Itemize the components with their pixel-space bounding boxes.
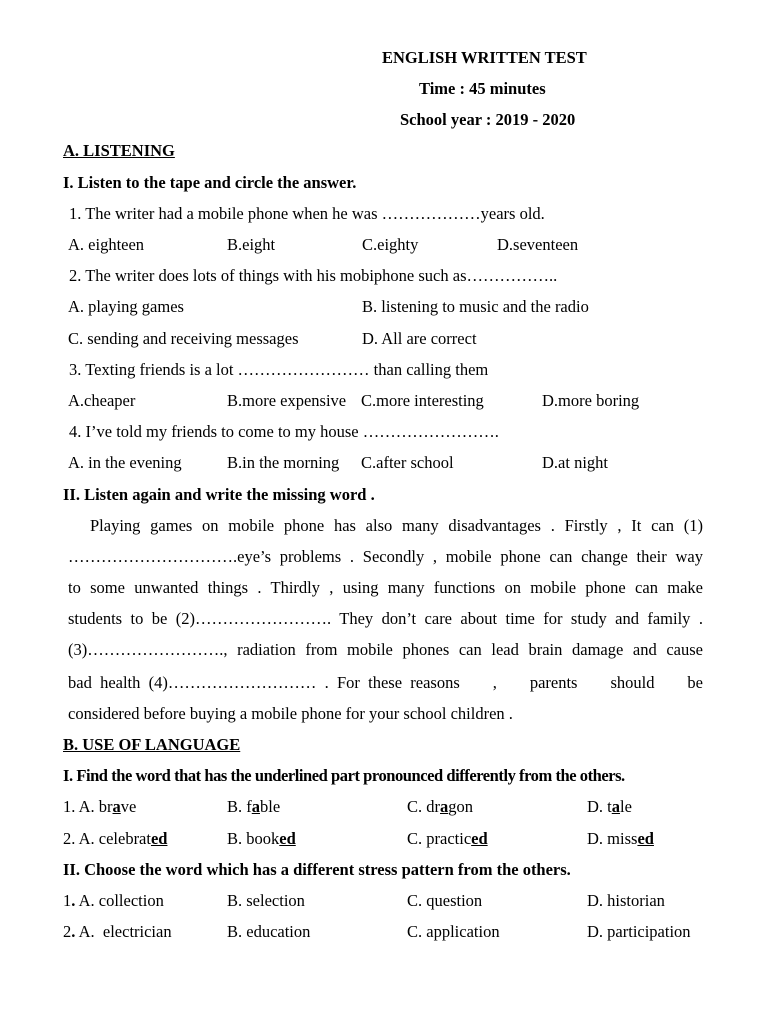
test-time: Time : 45 minutes xyxy=(419,79,546,98)
q1-option-b: B.eight xyxy=(227,235,276,254)
option-c-post: gon xyxy=(448,797,473,816)
passage-line-5: (3)……………………., radiation from mobile phones can lead brain damage and cause xyxy=(68,640,703,659)
section-b-title: B. USE OF LANGUAGE xyxy=(63,735,241,754)
q1-option-d: D.seventeen xyxy=(497,235,579,254)
row-number-dot: . xyxy=(71,891,76,910)
option-a-pre: A. celebrat xyxy=(78,829,151,848)
row-number-dot: . xyxy=(71,922,76,941)
underlined-part: a xyxy=(611,797,620,816)
q1-option-c: C.eighty xyxy=(362,235,419,254)
q4-option-b: B.in the morning xyxy=(227,453,340,472)
q1-option-a: A. eighteen xyxy=(68,235,145,254)
option-d-post: le xyxy=(620,797,632,816)
q4-option-c: C.after school xyxy=(361,453,454,472)
option-a: A. electrician xyxy=(78,922,172,941)
stress-row-1-option-b: B. selection xyxy=(227,891,305,910)
pronunciation-row-2-option-c xyxy=(407,829,488,849)
option-a-post: ve xyxy=(120,797,137,816)
pronunciation-row-2-option-b xyxy=(227,829,296,849)
pronunciation-row-2 xyxy=(63,829,167,849)
test-title: ENGLISH WRITTEN TEST xyxy=(382,48,587,67)
underlined-part: ed xyxy=(279,829,296,848)
stress-row-2-option-b: B. education xyxy=(227,922,311,941)
q2-option-a: A. playing games xyxy=(68,297,184,316)
q3-option-c: C.more interesting xyxy=(361,391,484,410)
stress-row-1-option-a xyxy=(63,891,164,911)
listening-question-4: 4. I’ve told my friends to come to my house ……………………. xyxy=(69,422,499,441)
option-a-pre: A. br xyxy=(78,797,113,816)
pronunciation-heading: I. Find the word that has the underlined part pronounced differently from the others. xyxy=(63,766,625,785)
option-c-pre: C. practic xyxy=(407,829,472,848)
row-number: 2 xyxy=(63,922,72,941)
option-b-pre: B. f xyxy=(227,797,252,816)
stress-row-1-option-c: C. question xyxy=(407,891,483,910)
listening-question-2: 2. The writer does lots of things with his mobiphone such as…………….. xyxy=(69,266,558,285)
section-a-title: A. LISTENING xyxy=(63,141,175,160)
q3-option-d: D.more boring xyxy=(542,391,640,410)
stress-row-2-option-a xyxy=(63,922,172,942)
underlined-part: ed xyxy=(637,829,654,848)
pronunciation-row-1-option-d xyxy=(587,797,632,817)
q2-option-c: C. sending and receiving messages xyxy=(68,329,299,348)
option-a: A. collection xyxy=(78,891,164,910)
passage-line-4: students to be (2)……………………. They don’t care about time for study and family . xyxy=(68,609,703,628)
stress-row-2-option-d: D. participation xyxy=(587,922,691,941)
q2-option-d: D. All are correct xyxy=(362,329,477,348)
option-b-post: ble xyxy=(260,797,281,816)
row-number: 2. xyxy=(63,829,76,848)
listening-part1-heading: I. Listen to the tape and circle the answer. xyxy=(63,173,357,192)
option-b-pre: B. book xyxy=(227,829,280,848)
underlined-part: a xyxy=(112,797,121,816)
pronunciation-row-1-option-b xyxy=(227,797,280,817)
passage-line-7: considered before buying a mobile phone for your school children . xyxy=(68,704,513,723)
q2-option-b: B. listening to music and the radio xyxy=(362,297,589,316)
row-number: 1 xyxy=(63,891,72,910)
stress-row-2-option-c: C. application xyxy=(407,922,500,941)
passage-line-2: ………………………….eye’s problems . Secondly , mobile phone can change their way xyxy=(68,547,703,566)
pronunciation-row-1 xyxy=(63,797,136,817)
underlined-part: a xyxy=(251,797,260,816)
q3-option-b: B.more expensive xyxy=(227,391,347,410)
option-d-pre: D. t xyxy=(587,797,612,816)
listening-question-3: 3. Texting friends is a lot …………………… than calling them xyxy=(69,360,489,379)
underlined-part: ed xyxy=(471,829,488,848)
stress-row-1-option-d: D. historian xyxy=(587,891,665,910)
row-number: 1. xyxy=(63,797,76,816)
listening-part2-heading: II. Listen again and write the missing word . xyxy=(63,485,375,504)
pronunciation-row-1-option-c xyxy=(407,797,473,817)
passage-line-1: Playing games on mobile phone has also many disadvantages . Firstly , It can (1) xyxy=(90,516,703,535)
pronunciation-row-2-option-d xyxy=(587,829,654,849)
q3-option-a: A.cheaper xyxy=(68,391,136,410)
q4-option-d: D.at night xyxy=(542,453,608,472)
underlined-part: ed xyxy=(150,829,168,848)
option-d-pre: D. miss xyxy=(587,829,638,848)
underlined-part: a xyxy=(440,797,449,816)
passage-line-3: to some unwanted things . Thirdly , using many functions on mobile phone can make xyxy=(68,578,703,597)
stress-heading: II. Choose the word which has a different stress pattern from the others. xyxy=(63,860,571,879)
q4-option-a: A. in the evening xyxy=(68,453,182,472)
listening-question-1: 1. The writer had a mobile phone when he was ………………years old. xyxy=(69,204,545,223)
option-c-pre: C. dr xyxy=(407,797,440,816)
school-year: School year : 2019 - 2020 xyxy=(400,110,576,129)
passage-line-6: bad health (4)……………………… . For these reasons , parents should be xyxy=(68,673,703,692)
